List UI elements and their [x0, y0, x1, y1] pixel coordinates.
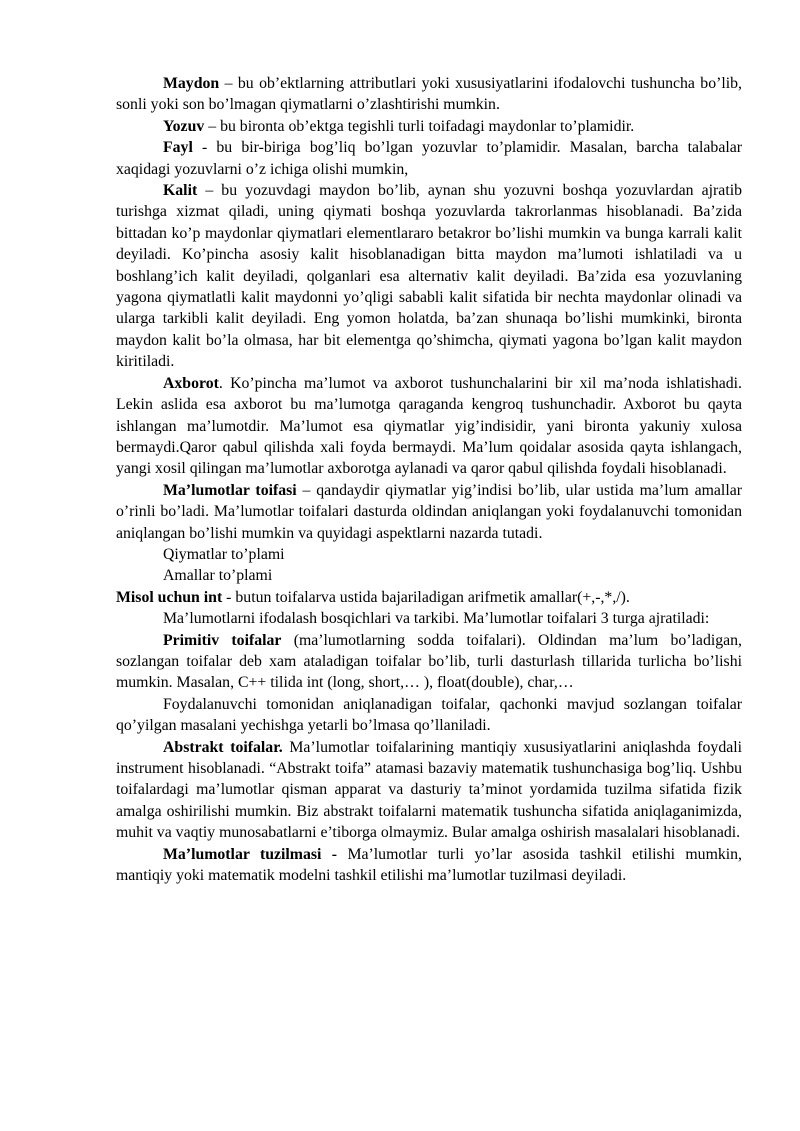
term-example: Misol uchun int — [116, 588, 223, 606]
term-maydon: Maydon — [163, 75, 220, 92]
term-kalit: Kalit — [163, 182, 198, 200]
term-fayl: Fayl — [163, 139, 193, 157]
term-primitive: Primitiv toifalar — [163, 631, 282, 649]
definition-maydon: – bu ob’ektlarning attributlari yoki xususiyatlarini ifodalovchi tushuncha bo’lib, sonli yoki son bo’lmagan qiymatlarni o’zlashtirishi mumkin. — [116, 75, 742, 114]
document-page — [116, 73, 742, 886]
paragraph-stages-intro: Ma’lumotlarni ifodalash bosqichlari va tarkibi. Ma’lumotlar toifalari 3 turga ajratiladi: — [163, 610, 710, 628]
paragraph-structure — [116, 844, 742, 887]
definition-malumotlar-toifasi: – qandaydir qiymatlar yig’indisi bo’lib, ular ustida ma’lum amallar o’rinli bo’ladi. Ma’lumotlar toifalari dasturda oldindan aniqlangan yoki foydalanuvchi tomonidan aniqlangan bo’lishi mumkin va quyidagi aspektlarni nazarda tutadi. — [116, 481, 742, 542]
term-axborot: Axborot — [163, 374, 219, 392]
term-yozuv: Yozuv — [163, 117, 205, 135]
definition-primitive: (ma’lumotlarning sodda toifalari). Oldindan ma’lum bo’ladigan, sozlangan toifalar deb xam ataladigan toifalar bo’lib, turli dasturlash tillarida turlicha bo’lishi mumkin. Masalan, C++ tilida int (long, short,… ), float(double), char,… — [116, 631, 742, 692]
paragraph-yozuv — [116, 116, 742, 137]
definition-axborot: . Ko’pincha ma’lumot va axborot tushunchalarini bir xil ma’noda ishlatishadi. Lekin aslida esa axborot bu ma’lumotga qaraganda kengroq tushunchadir. Axborot bu qayta ishlangan ma’lumotdir. Ma’lumot esa qiymatlar yig’indisidir, yani bironta yakuniy xulosa bermaydi.Qaror qabul qilishda xali foyda bermaydi. Ma’lum qoidalar asosida qayta ishlangach, yangi xosil qilingan ma’lumotlar axborotga aylanadi va qaror qabul qilishda foydali hisoblanadi. — [116, 374, 742, 478]
paragraph-fayl — [116, 137, 742, 180]
paragraph-example — [116, 587, 742, 608]
term-structure: Ma’lumotlar tuzilmasi - — [163, 845, 338, 863]
definition-fayl: - bu bir-biriga bog’liq bo’lgan yozuvlar to’plamidir. Masalan, barcha talabalar xaqidagi yozuvlarni o’z ichiga olishi mumkin, — [116, 139, 742, 178]
term-abstract: Abstrakt toifalar. — [163, 738, 283, 756]
paragraph-malumotlar-toifasi — [116, 480, 742, 544]
paragraph-kalit — [116, 180, 742, 373]
list-item: Amallar to’plami — [163, 567, 273, 585]
paragraph-primitive — [116, 630, 742, 694]
definition-abstract: Ma’lumotlar toifalarining mantiqiy xususiyatlarini aniqlashda foydali instrument hisoblanadi. “Abstrakt toifa” atamasi bazaviy matematik tushunchasiga bog’liq. Ushbu toifalardagi ma’lumotlar qisman apparat va dasturiy ta’minot yordamida tuzilma sifatida fizik amalga oshirilishi mumkin. Biz abstrakt toifalarni matematik tushuncha sifatida aniqlaganimizda, muhit va vaqtiy munosabatlarni e’tiborga olmaymiz. Bular amalga oshirish masalalari hisoblanadi. — [116, 738, 743, 842]
definition-yozuv: – bu bironta ob’ektga tegishli turli toifadagi maydonlar to’plamidir. — [204, 117, 635, 135]
paragraph-abstract — [116, 737, 742, 844]
example-text: - butun toifalarva ustida bajariladigan arifmetik amallar(+,-,*,/). — [222, 588, 630, 606]
term-malumotlar-toifasi: Ma’lumotlar toifasi — [163, 481, 297, 499]
list-item: Qiymatlar to’plami — [163, 545, 285, 563]
paragraph-user-defined: Foydalanuvchi tomonidan aniqlanadigan toifalar, qachonki mavjud sozlangan toifalar qo’yilgan masalani yechishga yetarli bo’lmasa qo’llaniladi. — [116, 695, 742, 735]
paragraph-axborot — [116, 373, 742, 480]
paragraph-maydon — [116, 73, 742, 116]
definition-structure: Ma’lumotlar turli yo’lar asosida tashkil etilishi mumkin, mantiqiy yoki matematik modelni tashkil etilishi ma’lumotlar tuzilmasi deyiladi. — [116, 845, 743, 885]
definition-kalit: – bu yozuvdagi maydon bo’lib, aynan shu yozuvni boshqa yozuvlardan ajratib turishga xizmat qiladi, uning qiymati boshqa yozuvlarda takrorlanmas hisoblanadi. Ba’zida bittadan ko’p maydonlar qiymatlari elementlararo betakror bo’lishi mumkin va bunga karrali kalit deyiladi. Ko’pincha asosiy kalit hisoblanadigan bitta maydon ma’lumoti ishlatiladi va u boshlang’ich kalit deyiladi, qolganlari esa alternativ kalit deyiladi. Ba’zida esa yozuvlaning yagona qiymatlatli kalit maydonni yo’qligi sababli kalit sifatida bir nechta maydonlar olinadi va ularga tarkibli kalit deyiladi. Eng yomon holatda, ba’zan shunaqa bo’lishi mumkinki, bironta maydon kalit bo’la olmasa, har bit elementga qo’shimcha, qiymati yagona bo’lgan kalit maydon kiritiladi. — [116, 182, 742, 371]
